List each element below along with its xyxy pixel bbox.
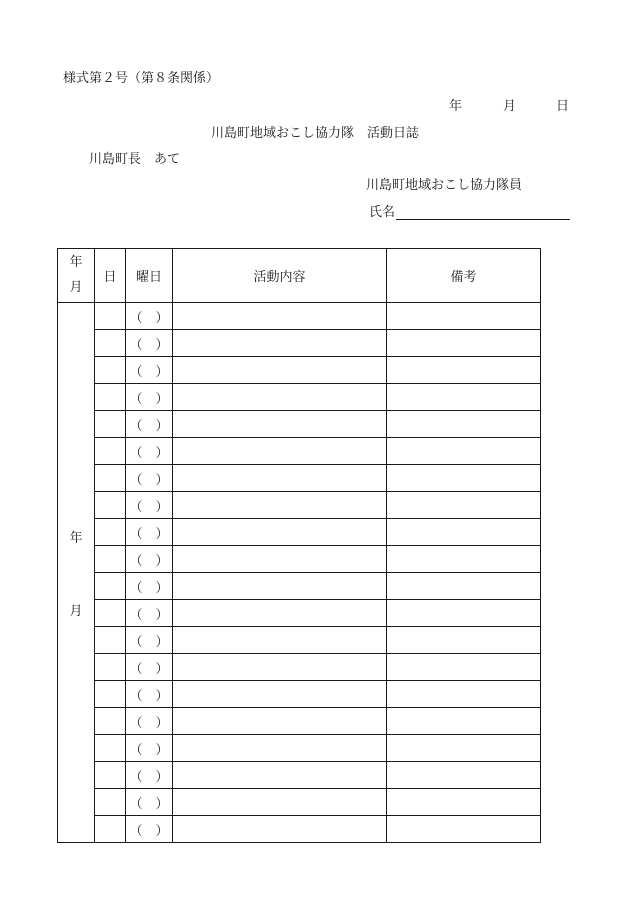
remarks-cell[interactable] — [387, 519, 541, 546]
weekday-cell[interactable] — [126, 438, 173, 465]
header-month: 月 — [69, 279, 83, 295]
activity-cell[interactable] — [173, 330, 387, 357]
table-row — [58, 654, 541, 681]
activity-cell[interactable] — [173, 762, 387, 789]
remarks-cell[interactable] — [387, 654, 541, 681]
header-weekday: 曜日 — [126, 249, 173, 303]
weekday-cell[interactable] — [126, 735, 173, 762]
year-month-side-cell[interactable] — [58, 303, 95, 843]
activity-cell[interactable] — [173, 600, 387, 627]
activity-cell[interactable] — [173, 465, 387, 492]
name-label: 氏名 — [369, 205, 396, 220]
table-row — [58, 708, 541, 735]
table-row — [58, 546, 541, 573]
remarks-cell[interactable] — [387, 573, 541, 600]
weekday-parentheses: （ ） — [129, 472, 169, 488]
table-row — [58, 438, 541, 465]
weekday-cell[interactable] — [126, 654, 173, 681]
remarks-cell[interactable] — [387, 762, 541, 789]
day-cell[interactable] — [95, 384, 126, 411]
table-row — [58, 330, 541, 357]
table-row — [58, 762, 541, 789]
weekday-parentheses: （ ） — [129, 688, 169, 704]
date-day-label: 日 — [556, 99, 570, 114]
member-label: 川島町地域おこし協力隊員 — [366, 178, 523, 193]
remarks-cell[interactable] — [387, 303, 541, 330]
weekday-cell[interactable] — [126, 816, 173, 843]
table-row — [58, 681, 541, 708]
remarks-cell[interactable] — [387, 411, 541, 438]
remarks-cell[interactable] — [387, 492, 541, 519]
day-cell[interactable] — [95, 465, 126, 492]
table-row — [58, 519, 541, 546]
table-row — [58, 411, 541, 438]
weekday-cell[interactable] — [126, 384, 173, 411]
table-row — [58, 735, 541, 762]
date-month-label: 月 — [503, 99, 517, 114]
day-cell[interactable] — [95, 600, 126, 627]
activity-cell[interactable] — [173, 708, 387, 735]
activity-cell[interactable] — [173, 519, 387, 546]
side-year-label: 年 — [69, 530, 83, 546]
weekday-parentheses: （ ） — [129, 337, 169, 353]
table-body — [58, 303, 541, 843]
table-row — [58, 303, 541, 330]
table-row — [58, 357, 541, 384]
activity-cell[interactable] — [173, 735, 387, 762]
day-cell[interactable] — [95, 357, 126, 384]
table-row — [58, 816, 541, 843]
activity-cell[interactable] — [173, 627, 387, 654]
day-cell[interactable] — [95, 492, 126, 519]
remarks-cell[interactable] — [387, 735, 541, 762]
weekday-parentheses: （ ） — [129, 310, 169, 326]
activity-cell[interactable] — [173, 789, 387, 816]
day-cell[interactable] — [95, 708, 126, 735]
name-underline[interactable] — [396, 205, 570, 220]
header-day: 日 — [95, 249, 126, 303]
activity-cell[interactable] — [173, 681, 387, 708]
day-cell[interactable] — [95, 303, 126, 330]
day-cell[interactable] — [95, 519, 126, 546]
table-row — [58, 627, 541, 654]
weekday-parentheses: （ ） — [129, 391, 169, 407]
document-title: 川島町地域おこし協力隊 活動日誌 — [210, 126, 419, 141]
remarks-cell[interactable] — [387, 384, 541, 411]
activity-cell[interactable] — [173, 357, 387, 384]
activity-cell[interactable] — [173, 303, 387, 330]
weekday-cell[interactable] — [126, 330, 173, 357]
day-cell[interactable] — [95, 546, 126, 573]
day-cell[interactable] — [95, 573, 126, 600]
weekday-cell[interactable] — [126, 627, 173, 654]
day-cell[interactable] — [95, 654, 126, 681]
activity-cell[interactable] — [173, 816, 387, 843]
date-year-label: 年 — [449, 99, 463, 114]
weekday-parentheses: （ ） — [129, 796, 169, 812]
table-row — [58, 465, 541, 492]
table-header-row — [58, 249, 541, 303]
activity-cell[interactable] — [173, 546, 387, 573]
day-cell[interactable] — [95, 816, 126, 843]
weekday-cell[interactable] — [126, 411, 173, 438]
addressee: 川島町長 あて — [89, 152, 181, 167]
remarks-cell[interactable] — [387, 438, 541, 465]
weekday-cell[interactable] — [126, 546, 173, 573]
day-cell[interactable] — [95, 411, 126, 438]
weekday-parentheses: （ ） — [129, 418, 169, 434]
weekday-parentheses: （ ） — [129, 499, 169, 515]
activity-cell[interactable] — [173, 573, 387, 600]
remarks-cell[interactable] — [387, 330, 541, 357]
table-row — [58, 573, 541, 600]
activity-cell[interactable] — [173, 384, 387, 411]
remarks-cell[interactable] — [387, 816, 541, 843]
header-activity: 活動内容 — [173, 249, 387, 303]
header-remarks: 備考 — [387, 249, 541, 303]
weekday-parentheses: （ ） — [129, 823, 169, 839]
table-row — [58, 492, 541, 519]
weekday-cell[interactable] — [126, 762, 173, 789]
activity-cell[interactable] — [173, 411, 387, 438]
weekday-parentheses: （ ） — [129, 661, 169, 677]
weekday-cell[interactable] — [126, 681, 173, 708]
form-number: 様式第２号（第８条関係） — [63, 71, 220, 86]
weekday-cell[interactable] — [126, 708, 173, 735]
table-row — [58, 600, 541, 627]
weekday-cell[interactable] — [126, 303, 173, 330]
day-cell[interactable] — [95, 627, 126, 654]
day-cell[interactable] — [95, 330, 126, 357]
weekday-cell[interactable] — [126, 573, 173, 600]
remarks-cell[interactable] — [387, 546, 541, 573]
weekday-parentheses: （ ） — [129, 742, 169, 758]
activity-cell[interactable] — [173, 492, 387, 519]
day-cell[interactable] — [95, 789, 126, 816]
day-cell[interactable] — [95, 762, 126, 789]
weekday-parentheses: （ ） — [129, 769, 169, 785]
remarks-cell[interactable] — [387, 465, 541, 492]
weekday-cell[interactable] — [126, 357, 173, 384]
activity-cell[interactable] — [173, 654, 387, 681]
activity-log-table — [57, 248, 541, 843]
name-field — [369, 201, 570, 220]
activity-cell[interactable] — [173, 438, 387, 465]
weekday-parentheses: （ ） — [129, 445, 169, 461]
weekday-parentheses: （ ） — [129, 715, 169, 731]
remarks-cell[interactable] — [387, 357, 541, 384]
table-row — [58, 789, 541, 816]
header-year: 年 — [69, 254, 83, 270]
weekday-parentheses: （ ） — [129, 634, 169, 650]
table-row — [58, 384, 541, 411]
weekday-cell[interactable] — [126, 465, 173, 492]
side-month-label: 月 — [69, 603, 83, 619]
day-cell[interactable] — [95, 681, 126, 708]
remarks-cell[interactable] — [387, 789, 541, 816]
weekday-parentheses: （ ） — [129, 607, 169, 623]
weekday-cell[interactable] — [126, 600, 173, 627]
weekday-parentheses: （ ） — [129, 580, 169, 596]
weekday-parentheses: （ ） — [129, 553, 169, 569]
weekday-cell[interactable] — [126, 519, 173, 546]
day-cell[interactable] — [95, 735, 126, 762]
weekday-parentheses: （ ） — [129, 526, 169, 542]
day-cell[interactable] — [95, 438, 126, 465]
remarks-cell[interactable] — [387, 627, 541, 654]
remarks-cell[interactable] — [387, 708, 541, 735]
weekday-cell[interactable] — [126, 789, 173, 816]
header-year-month — [58, 249, 95, 303]
weekday-parentheses: （ ） — [129, 364, 169, 380]
remarks-cell[interactable] — [387, 600, 541, 627]
weekday-cell[interactable] — [126, 492, 173, 519]
remarks-cell[interactable] — [387, 681, 541, 708]
